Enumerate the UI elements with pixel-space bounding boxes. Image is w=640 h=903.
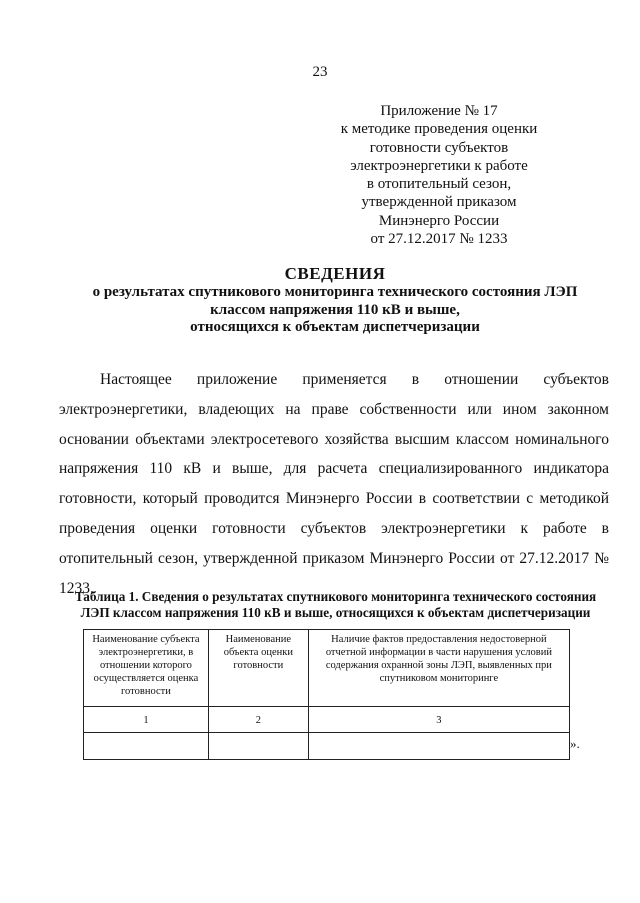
- table-cell: [308, 733, 569, 760]
- table-header-row: [84, 630, 570, 707]
- body-paragraph: Настоящее приложение применяется в отношении субъектов электроэнергетики, владеющих на праве собственности или ином законном основании объектами электросетевого хозяйства высшим классом номинального напряжения 110 кВ и выше, для расчета специализированного индикатора готовности, который проводится Минэнерго России в соответствии с методикой проведения оценки готовности субъектов электроэнергетики к работе в отопительный сезон, утвержденной приказом Минэнерго России от 27.12.2017 № 1233.: [59, 371, 609, 597]
- table-caption-line: ЛЭП классом напряжения 110 кВ и выше, относящихся к объектам диспетчеризации: [80, 605, 591, 620]
- monitoring-table: [83, 629, 570, 760]
- closing-quote-mark: ».: [570, 736, 580, 751]
- appendix-line: в отопительный сезон,: [366, 176, 512, 193]
- appendix-line: Приложение № 17: [380, 103, 498, 119]
- column-number: 3: [308, 707, 569, 733]
- table-cell: [208, 733, 308, 760]
- document-title: [40, 264, 630, 337]
- table-caption-line: Таблица 1. Сведения о результатах спутникового мониторинга технического состояния: [74, 589, 597, 604]
- appendix-block: [315, 102, 563, 248]
- table-caption: [58, 589, 613, 621]
- table-cell: [84, 733, 209, 760]
- title-subline: относящихся к объектам диспетчеризации: [190, 319, 480, 335]
- column-number: 1: [84, 707, 209, 733]
- column-number: 2: [208, 707, 308, 733]
- page-number: 23: [312, 64, 328, 80]
- title-main: СВЕДЕНИЯ: [284, 264, 386, 283]
- title-subline: о результатах спутникового мониторинга технического состояния ЛЭП: [92, 284, 578, 300]
- appendix-line: электроэнергетики к работе: [350, 157, 528, 174]
- table-number-row: [84, 707, 570, 733]
- table-row: [84, 733, 570, 760]
- header-subject: Наименование субъекта электроэнергетики, в отношении которого осуществляется оценка готовности: [84, 630, 209, 707]
- appendix-line: от 27.12.2017 № 1233: [370, 231, 508, 248]
- title-subline: классом напряжения 110 кВ и выше,: [210, 301, 460, 318]
- appendix-line: Минэнерго России: [378, 212, 500, 229]
- header-facts: Наличие фактов предоставления недостоверной отчетной информации в части нарушения условий содержания охранной зоны ЛЭП, выявленных при спутниковом мониторинге: [308, 630, 569, 707]
- appendix-line: утвержденной приказом: [361, 194, 517, 211]
- appendix-line: к методике проведения оценки: [340, 121, 538, 138]
- header-object: Наименование объекта оценки готовности: [208, 630, 308, 707]
- appendix-line: готовности субъектов: [369, 139, 509, 156]
